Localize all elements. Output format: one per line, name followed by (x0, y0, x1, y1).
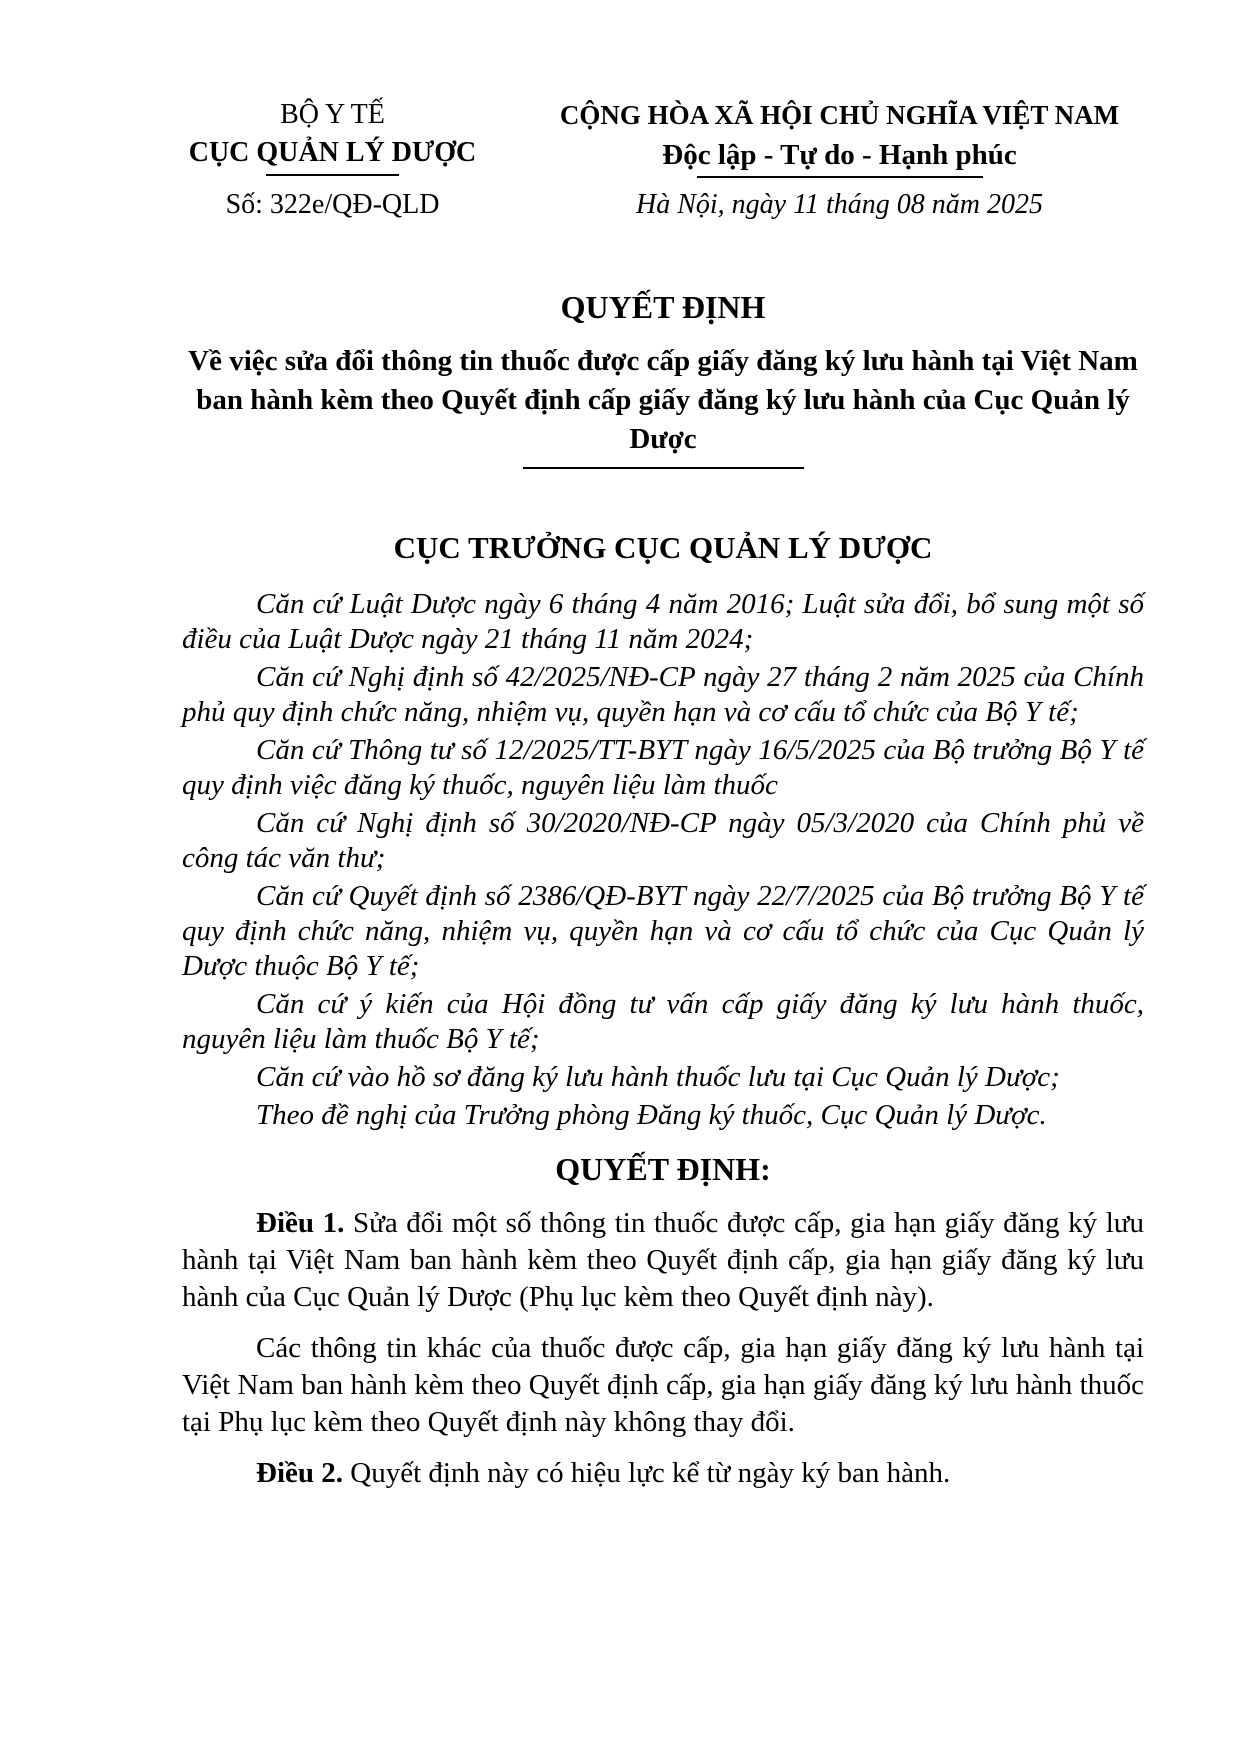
document-subject: Về việc sửa đổi thông tin thuốc được cấp giấy đăng ký lưu hành tại Việt Nam ban hành kèm theo Quyết định cấp giấy đăng ký lưu hành của Cục Quản lý Dược (188, 345, 1138, 455)
article-text: Các thông tin khác của thuốc được cấp, gia hạn giấy đăng ký lưu hành tại Việt Nam ban hành kèm theo Quyết định cấp, gia hạn giấy đăng ký lưu hành thuốc tại Phụ lục kèm theo Quyết định này không thay đổi. (182, 1332, 1144, 1438)
agency-underline (266, 174, 399, 176)
preamble-paragraph: Căn cứ Nghị định số 42/2025/NĐ-CP ngày 27 tháng 2 năm 2025 của Chính phủ quy định chức năng, nhiệm vụ, quyền hạn và cơ cấu tổ chức của Bộ Y tế; (182, 661, 1144, 728)
preamble-paragraph: Căn cứ Thông tư số 12/2025/TT-BYT ngày 16/5/2025 của Bộ trưởng Bộ Y tế quy định việc đăng ký thuốc, nguyên liệu làm thuốc (182, 734, 1144, 801)
preamble-paragraph: Căn cứ Quyết định số 2386/QĐ-BYT ngày 22/7/2025 của Bộ trưởng Bộ Y tế quy định chức năng, nhiệm vụ, quyền hạn và cơ cấu tổ chức của Cục Quản lý Dược thuộc Bộ Y tế; (182, 880, 1144, 982)
ministry-name: BỘ Y TẾ (280, 99, 385, 130)
issuing-agency-block (160, 98, 505, 222)
article-label: Điều 2. (256, 1457, 343, 1489)
document-header (160, 98, 1144, 222)
country-name: CỘNG HÒA XÃ HỘI CHỦ NGHĨA VIỆT NAM (559, 100, 1120, 130)
agency-name: CỤC QUẢN LÝ DƯỢC (188, 137, 477, 168)
article-text: Quyết định này có hiệu lực kể từ ngày ký ban hành. (350, 1457, 951, 1489)
article-paragraph (182, 1455, 1144, 1492)
preamble-paragraph: Căn cứ Luật Dược ngày 6 tháng 4 năm 2016; Luật sửa đổi, bổ sung một số điều của Luật Dược ngày 21 tháng 11 năm 2024; (182, 588, 1144, 655)
document-number: Số: 322e/QĐ-QLD (225, 189, 440, 220)
place-date-line: Hà Nội, ngày 11 tháng 08 năm 2025 (635, 189, 1044, 220)
article-label: Điều 1. (256, 1207, 345, 1239)
article-text: Sửa đổi một số thông tin thuốc được cấp, gia hạn giấy đăng ký lưu hành tại Việt Nam ban hành kèm theo Quyết định cấp, gia hạn giấy đăng ký lưu hành của Cục Quản lý Dược (Phụ lục kèm theo Quyết định này). (182, 1207, 1144, 1313)
issuer-heading: CỤC TRƯỞNG CỤC QUẢN LÝ DƯỢC (393, 530, 933, 565)
title-block (182, 288, 1144, 469)
article-paragraph (182, 1330, 1144, 1441)
preamble-paragraph: Căn cứ ý kiến của Hội đồng tư vấn cấp giấy đăng ký lưu hành thuốc, nguyên liệu làm thuốc Bộ Y tế; (182, 988, 1144, 1055)
national-motto: Độc lập - Tự do - Hạnh phúc (662, 139, 1017, 171)
motto-underline (697, 176, 983, 178)
preamble-paragraph: Căn cứ vào hồ sơ đăng ký lưu hành thuốc lưu tại Cục Quản lý Dược; (256, 1061, 1060, 1093)
preamble-paragraph: Căn cứ Nghị định số 30/2020/NĐ-CP ngày 05/3/2020 của Chính phủ về công tác văn thư; (182, 807, 1144, 874)
articles-section (182, 1205, 1144, 1492)
preamble-paragraph: Theo đề nghị của Trưởng phòng Đăng ký thuốc, Cục Quản lý Dược. (256, 1099, 1047, 1131)
national-heading-block (547, 98, 1132, 222)
decision-heading: QUYẾT ĐỊNH: (555, 1151, 771, 1187)
article-paragraph (182, 1205, 1144, 1316)
preamble-section (182, 587, 1144, 1133)
title-underline (523, 467, 804, 469)
document-type-heading: QUYẾT ĐỊNH (560, 289, 766, 325)
